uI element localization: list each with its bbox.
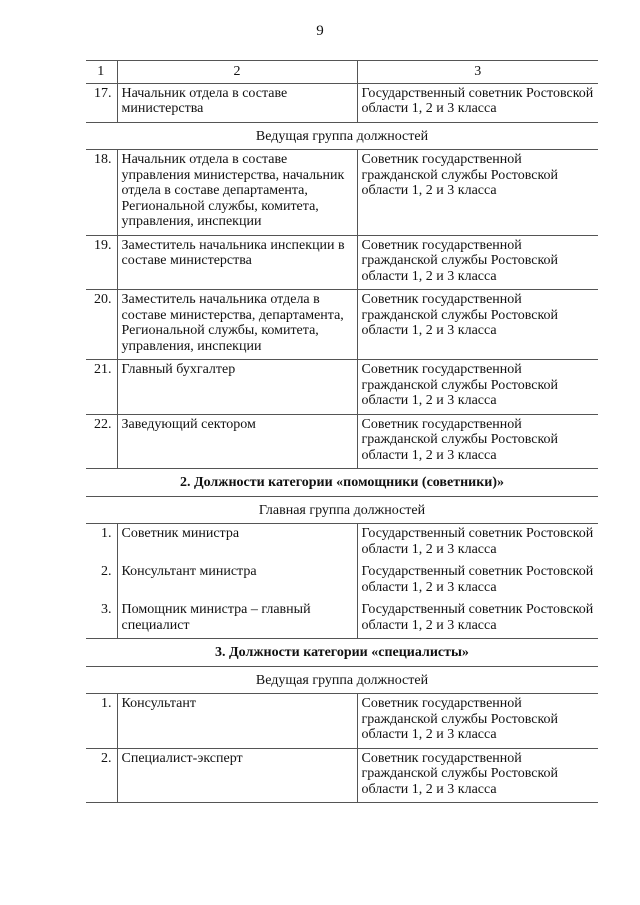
group-row [86, 122, 598, 150]
table-row [86, 600, 598, 639]
rank-cell: Советник государственной гражданской службы Ростовской области 1, 2 и 3 класса [357, 748, 598, 803]
table-row [86, 524, 598, 563]
rank-cell: Государственный советник Ростовской области 1, 2 и 3 класса [361, 564, 594, 595]
category-heading: 2. Должности категории «помощники (советники)» [86, 469, 598, 497]
row-number: 19. [86, 235, 117, 290]
table-header-row [86, 61, 598, 84]
rank-cell: Советник государственной гражданской службы Ростовской области 1, 2 и 3 класса [357, 235, 598, 290]
category-row [86, 469, 598, 497]
table-row [86, 694, 598, 749]
row-number: 17. [86, 83, 117, 122]
row-number: 18. [86, 150, 117, 236]
row-number: 1. [86, 694, 117, 749]
row-number: 2. [86, 562, 117, 600]
position-cell: Заместитель начальника инспекции в составе министерства [117, 235, 357, 290]
group-heading: Главная группа должностей [86, 496, 598, 524]
group-heading: Ведущая группа должностей [86, 122, 598, 150]
position-cell: Консультант [117, 694, 357, 749]
category-heading: 3. Должности категории «специалисты» [86, 639, 598, 667]
table-row [86, 290, 598, 360]
table-row [86, 562, 598, 600]
table-row [86, 150, 598, 236]
table-row [86, 360, 598, 415]
row-number: 3. [86, 600, 117, 639]
position-cell: Консультант министра [117, 562, 357, 600]
group-row [86, 666, 598, 694]
position-cell: Советник министра [117, 524, 357, 563]
table-row [86, 414, 598, 469]
rank-cell: Государственный советник Ростовской области 1, 2 и 3 класса [357, 83, 598, 122]
position-cell: Начальник отдела в составе министерства [117, 83, 357, 122]
rank-cell: Государственный советник Ростовской области 1, 2 и 3 класса [357, 600, 598, 639]
position-cell: Заместитель начальника отдела в составе министерства, департамента, Региональной службы, комитета, управления, инспекции [117, 290, 357, 360]
rank-cell: Советник государственной гражданской службы Ростовской области 1, 2 и 3 класса [357, 150, 598, 236]
rank-cell: Государственный советник Ростовской области 1, 2 и 3 класса [357, 524, 598, 563]
table-row [86, 748, 598, 803]
row-number: 20. [86, 290, 117, 360]
table-row [86, 235, 598, 290]
position-cell: Помощник министра – главный специалист [117, 600, 357, 639]
table-row [86, 83, 598, 122]
header-col-3: 3 [357, 61, 598, 84]
rank-cell: Советник государственной гражданской службы Ростовской области 1, 2 и 3 класса [357, 414, 598, 469]
header-col-2: 2 [117, 61, 357, 84]
header-col-1: 1 [86, 61, 117, 84]
row-number: 22. [86, 414, 117, 469]
position-cell: Главный бухгалтер [117, 360, 357, 415]
rank-cell: Советник государственной гражданской службы Ростовской области 1, 2 и 3 класса [357, 694, 598, 749]
position-cell: Начальник отдела в составе управления министерства, начальник отдела в составе департамента, Региональной службы, комитета, управления, инспекции [117, 150, 357, 236]
position-cell: Заведующий сектором [117, 414, 357, 469]
group-row [86, 496, 598, 524]
positions-table [86, 60, 598, 803]
page-number: 9 [316, 23, 324, 39]
category-row [86, 639, 598, 667]
rank-cell: Советник государственной гражданской службы Ростовской области 1, 2 и 3 класса [357, 360, 598, 415]
rank-cell: Советник государственной гражданской службы Ростовской области 1, 2 и 3 класса [357, 290, 598, 360]
group-heading: Ведущая группа должностей [86, 666, 598, 694]
position-cell: Специалист-эксперт [117, 748, 357, 803]
row-number: 21. [86, 360, 117, 415]
row-number: 2. [86, 748, 117, 803]
row-number: 1. [86, 524, 117, 563]
